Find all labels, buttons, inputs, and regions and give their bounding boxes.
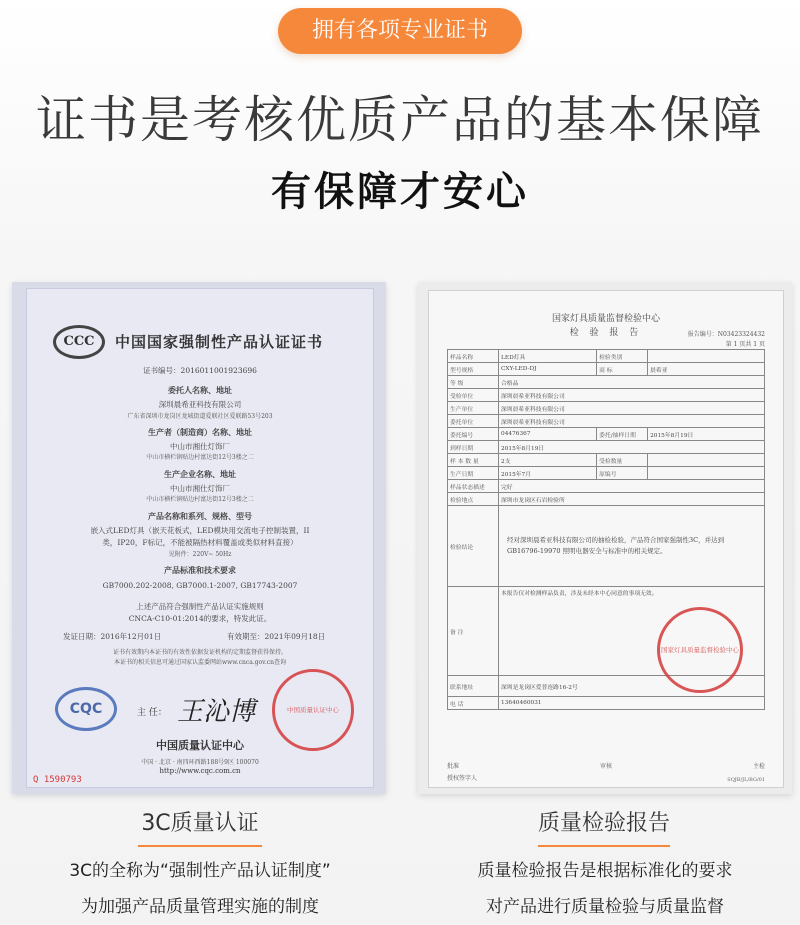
certificate-3c — [26, 288, 374, 788]
cert-title: 中国国家强制性产品认证证书 — [115, 333, 324, 351]
issuing-center: 中国质量认证中心 — [156, 739, 244, 752]
reviewer-label: 审核 — [599, 763, 612, 770]
report-org: 国家灯具质量监督检验中心 — [551, 314, 660, 324]
table-cell: 样品名称 — [448, 350, 499, 363]
caption-3c-title: 3C质量认证 — [138, 806, 262, 847]
table-row — [448, 350, 765, 363]
caption-report-desc-1: 质量检验报告是根据标准化的要求 — [477, 861, 733, 881]
table-cell: 型号规格 — [448, 363, 499, 376]
table-cell: 等 级 — [448, 376, 499, 389]
table-cell: 样 本 数 量 — [448, 454, 499, 467]
table-cell: 受检单位 — [448, 389, 499, 402]
factory-label: 生产企业名称、地址 — [164, 469, 236, 479]
table-cell: 完好 — [499, 480, 765, 493]
table-cell: 晨希亚 — [648, 363, 765, 376]
certificate-3c-frame — [12, 282, 386, 794]
tester-label: 主检 — [752, 763, 765, 770]
report-signatures — [447, 761, 765, 770]
remark-label: 备 注 — [448, 587, 499, 676]
table-row — [448, 697, 765, 710]
cert-number: 证书编号：2016011001923696 — [143, 366, 257, 375]
standard-label: 产品标准和技术要求 — [164, 565, 236, 575]
manufacturer-label: 生产者（制造商）名称、地址 — [148, 427, 252, 437]
table-cell: 深圳晨希亚科技有限公司 — [499, 415, 765, 428]
expiry-date: 有效期至：2021年09月18日 — [227, 632, 326, 641]
table-row — [448, 389, 765, 402]
center-address: 中国 · 北京 · 南四环西路188号9区 100070 — [141, 759, 259, 766]
table-cell: 深圳晨希亚科技有限公司 — [499, 389, 765, 402]
table-row — [448, 467, 765, 480]
table-cell: 2015年7月 — [499, 467, 597, 480]
table-row — [448, 363, 765, 376]
inspection-report-frame — [418, 282, 792, 794]
table-cell: LED灯具 — [499, 350, 597, 363]
table-row — [448, 441, 765, 454]
subheadline: 有保障才安心 — [271, 169, 529, 215]
conclusion-label: 检验结论 — [448, 506, 499, 587]
contact-label: 联系地址 — [448, 676, 499, 697]
table-row — [448, 402, 765, 415]
ccc-logo-icon: CCC — [53, 325, 105, 359]
product-label: 产品名称和系列、规格、型号 — [148, 511, 252, 521]
table-cell: 检验地点 — [448, 493, 499, 506]
inspector-label: 授权签字人 — [447, 775, 478, 782]
product-line-3: 见附件：220V~ 50Hz — [168, 551, 232, 558]
issue-date: 发证日期：2016年12月01日 — [63, 632, 162, 641]
factory-address: 中山市横栏镇贴边村富达街12号3楼之二 — [146, 496, 254, 503]
caption-report-title: 质量检验报告 — [538, 806, 670, 847]
table-row — [448, 415, 765, 428]
product-line-1: 嵌入式LED灯具（嵌天花板式，LED模块用交流电子控制装置，II — [90, 526, 310, 535]
director-label: 主 任： — [137, 708, 167, 718]
table-cell: 商 标 — [597, 363, 648, 376]
contact-value: 深圳是龙岗区爱普连路16-2号 — [499, 676, 765, 697]
caption-report-desc-2: 对产品进行质量检验与质量监督 — [486, 897, 724, 917]
inspection-seal-icon: 国家灯具质量监督检验中心 — [657, 607, 743, 693]
approver-label: 批准 — [447, 763, 460, 770]
product-line-2: 类，IP20，F标记，不能被隔热材料覆盖或类似材料直接） — [102, 538, 298, 547]
table-cell: 样品状态描述 — [448, 480, 499, 493]
table-cell: 原编号 — [597, 467, 648, 480]
report-page-info: 第 1 页共 1 页 — [725, 341, 765, 348]
table-row — [448, 428, 765, 441]
validity-line-1: 证书有效期内本证书的有效性依据发证机构的定期监督获得保持。 — [112, 649, 287, 656]
table-row — [448, 480, 765, 493]
client-address: 广东省深圳市龙岗区龙城街道爱联社区爱联路53号203 — [127, 413, 273, 420]
manufacturer-address: 中山市横栏镇贴边村富达街12号3楼之二 — [146, 454, 254, 461]
headline: 证书是考核优质产品的基本保障 — [36, 91, 764, 149]
conclusion-text: 经对深圳晨希亚科技有限公司的抽检检验，产品符合国家强制性3C，并达到GB16796-19970 照明电器安全与标准中的相关规定。 — [499, 506, 765, 587]
table-cell: 检验类别 — [597, 350, 648, 363]
cqc-seal-icon: 中国质量认证中心 — [272, 669, 354, 751]
rule-line-2: CNCA-C10-01:2014的要求，特发此证。 — [128, 614, 272, 623]
table-cell: 2015年8月19日 — [499, 441, 765, 454]
table-row — [448, 376, 765, 389]
cert-serial: Q 1590793 — [33, 775, 82, 785]
table-cell: 深圳市龙岗区石岩检验所 — [499, 493, 765, 506]
manufacturer-name: 中山市湘仕灯饰厂 — [170, 442, 230, 451]
table-cell: 合格品 — [499, 376, 765, 389]
standard-value: GB7000.202-2008, GB7000.1-2007, GB17743-2007 — [102, 581, 298, 590]
table-cell: 受检数量 — [597, 454, 648, 467]
caption-3c-desc-2: 为加强产品质量管理实施的制度 — [81, 897, 319, 917]
table-cell — [648, 467, 765, 480]
table-row — [448, 493, 765, 506]
inspection-report — [428, 290, 784, 788]
remark-text: 本报告仅对检测样品负责，涉及未经本中心同意的事项无效。 — [499, 587, 765, 676]
report-number: 报告编号：N03423324432 — [687, 331, 765, 338]
report-code: SQJB/JL/BG/01 — [727, 777, 765, 783]
phone-label: 电 话 — [448, 697, 499, 710]
table-cell: 到样日期 — [448, 441, 499, 454]
table-row — [448, 506, 765, 587]
table-cell: 委托编号 — [448, 428, 499, 441]
report-title: 检 验 报 告 — [569, 328, 643, 338]
table-cell: 深圳晨希亚科技有限公司 — [499, 402, 765, 415]
table-cell: 生产日期 — [448, 467, 499, 480]
center-website: http://www.cqc.com.cn — [159, 767, 241, 775]
certificates-badge: 拥有各项专业证书 — [278, 8, 522, 54]
table-cell: 04476367 — [499, 428, 597, 441]
caption-3c-desc-1: 3C的全称为“强制性产品认证制度” — [69, 861, 331, 881]
table-cell: 委托/抽样日期 — [597, 428, 648, 441]
table-cell — [648, 454, 765, 467]
table-cell: 2支 — [499, 454, 597, 467]
client-label: 委托人名称、地址 — [168, 385, 232, 395]
table-cell: 委托单位 — [448, 415, 499, 428]
table-cell: 2015年8月19日 — [648, 428, 765, 441]
table-cell — [648, 350, 765, 363]
cqc-logo-icon: CQC — [55, 687, 117, 731]
rule-line-1: 上述产品符合强制性产品认证实施规则 — [136, 602, 264, 611]
table-cell: CXY-LED-DJ — [499, 363, 597, 376]
factory-name: 中山市湘仕灯饰厂 — [170, 484, 230, 493]
director-signature: 王沁博 — [177, 697, 256, 727]
table-cell: 生产单位 — [448, 402, 499, 415]
table-row — [448, 454, 765, 467]
phone-value: 13640460031 — [499, 697, 765, 710]
validity-line-2: 本证书的相关信息可通过国家认监委网站www.cnca.gov.cn查询 — [114, 659, 286, 666]
client-name: 深圳晨希亚科技有限公司 — [158, 400, 242, 409]
